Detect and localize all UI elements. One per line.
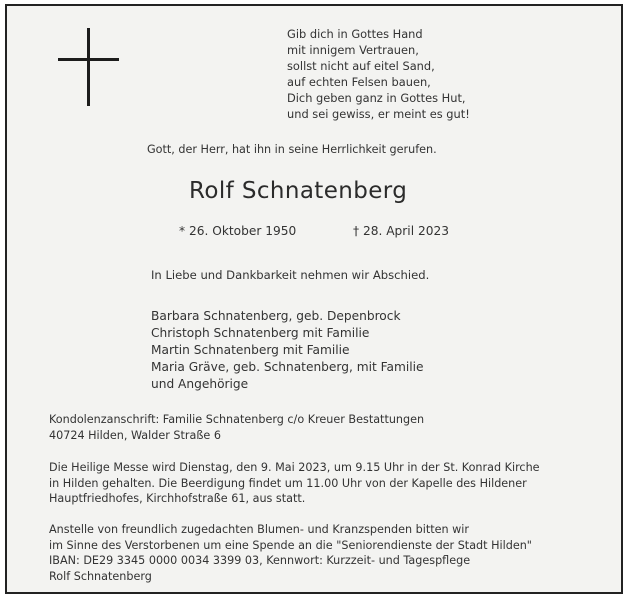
deceased-name: Rolf Schnatenberg [189,178,408,204]
family-member: Martin Schnatenberg mit Familie [151,343,350,357]
poem-line: auf echten Felsen bauen, [287,75,431,89]
death-date: † 28. April 2023 [353,224,449,238]
text-line: in Hilden gehalten. Die Beerdigung findet um 11.00 Uhr von der Kapelle des Hildener [49,476,527,490]
poem-line: Dich geben ganz in Gottes Hut, [287,91,466,105]
donation-info [49,522,532,584]
text-line: 40724 Hilden, Walder Straße 6 [49,428,221,442]
text-line: Anstelle von freundlich zugedachten Blumen- und Kranzspenden bitten wir [49,523,469,536]
obituary-notice [5,4,623,594]
family-list [151,308,424,393]
birth-date: * 26. Oktober 1950 [179,224,297,238]
service-info [49,460,540,507]
poem [287,26,470,122]
text-line: Kondolenzanschrift: Familie Schnatenberg c/o Kreuer Bestattungen [49,413,425,426]
family-member: Maria Gräve, geb. Schnatenberg, mit Familie [151,360,424,374]
text-line: im Sinne des Verstorbenen um eine Spende an die "Seniorendienste der Stadt Hilden" [49,538,532,552]
text-line: Die Heilige Messe wird Dienstag, den 9. Mai 2023, um 9.15 Uhr in der St. Konrad Kirche [49,461,540,474]
condolence-address [49,412,424,443]
poem-line: und sei gewiss, er meint es gut! [287,107,470,121]
family-member: und Angehörige [151,377,249,391]
family-member: Barbara Schnatenberg, geb. Depenbrock [151,309,401,323]
text-line: IBAN: DE29 3345 0000 0034 3399 03, Kennwort: Kurzzeit- und Tagespflege [49,554,471,567]
text-line: Rolf Schnatenberg [49,569,152,583]
poem-line: mit innigem Vertrauen, [287,43,419,57]
family-member: Christoph Schnatenberg mit Familie [151,326,370,340]
poem-line: Gib dich in Gottes Hand [287,27,423,41]
farewell-line: In Liebe und Dankbarkeit nehmen wir Abschied. [151,268,430,282]
text-line: Hauptfriedhofes, Kirchhofstraße 61, aus statt. [49,492,306,505]
poem-line: sollst nicht auf eitel Sand, [287,59,435,73]
called-line: Gott, der Herr, hat ihn in seine Herrlichkeit gerufen. [147,143,437,156]
